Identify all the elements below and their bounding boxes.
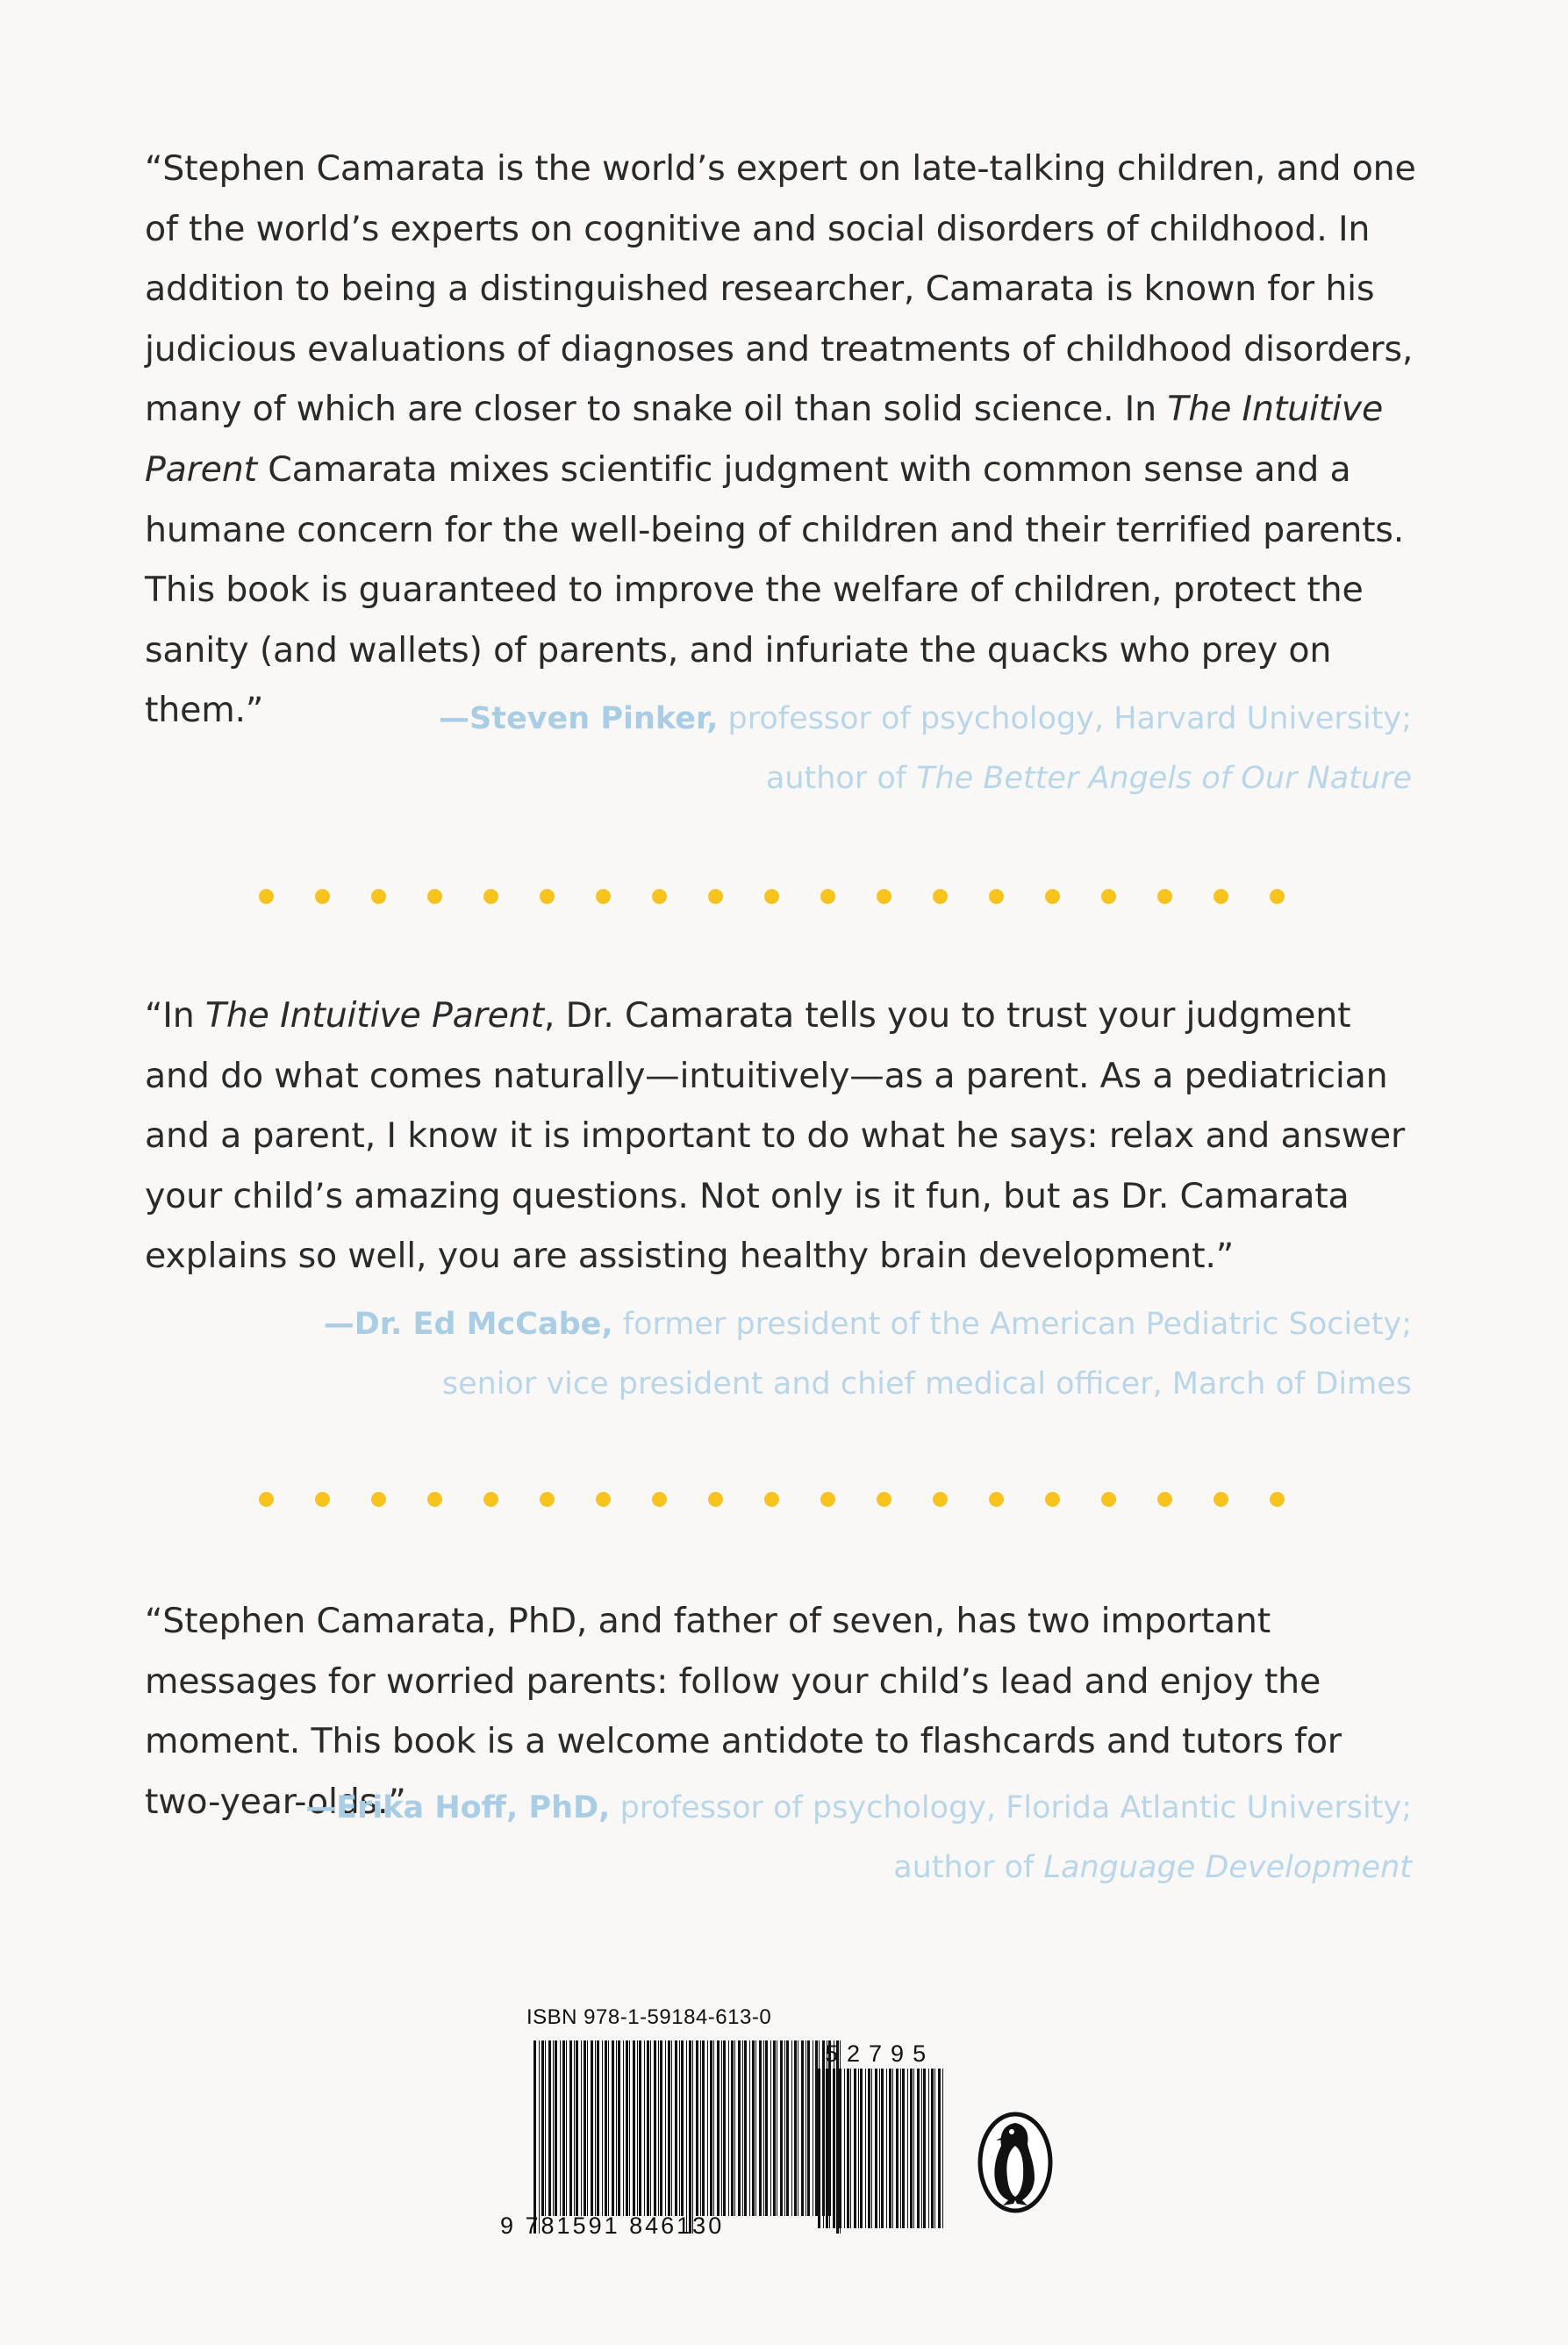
quote-text-after: , Dr. Camarata tells you to trust your judgment and do what comes naturally—intuitively—as a parent. As a pediatrician and a parent, I know it is important to do what he says: relax and answer your child’s amazing questions. Not only is it fun, but as Dr. Camarata explains so well, you are assisting healthy brain development.” [145,995,1406,1277]
barcode-bar [913,2069,914,2228]
barcode-bar [889,2069,891,2228]
divider-dot [1101,889,1116,904]
divider-dot [652,1492,667,1507]
barcode-bar [612,2040,614,2216]
quote-text-before: “Stephen Camarata, PhD, and father of seven, has two important messages for worried parents: follow your child’s lead and enjoy the moment. This book is a welcome antidote to flashcards and tutors for two-year-olds.” [145,1601,1342,1822]
barcode-bar [581,2040,582,2216]
barcode-bar [923,2069,926,2228]
barcode-bar [818,2069,820,2228]
barcode-bar [650,2040,651,2216]
divider-dot [1157,889,1172,904]
barcode-bar [623,2040,624,2216]
blurb-quote-pinker [145,139,1421,741]
barcode-bar [749,2040,750,2216]
divider-dot [877,1492,891,1507]
barcode-bar [907,2069,908,2228]
isbn-label: ISBN 978-1-59184-613-0 [526,2005,772,2029]
attribution-role: professor of psychology, Harvard University; [718,701,1412,736]
barcode-bar [780,2040,783,2216]
quote-book-title: The Intuitive Parent [145,389,1384,490]
barcode-bar [742,2040,743,2216]
barcode-bar [921,2069,922,2228]
barcode-bar [647,2040,649,2216]
attribution-line2-title: The Better Angels of Our Nature [916,761,1412,796]
barcode-bar [759,2040,762,2216]
divider-dot [596,889,611,904]
divider-dot [259,889,274,904]
barcode-bar [569,2040,572,2216]
barcode-bar [668,2040,670,2216]
attribution-role: professor of psychology, Florida Atlantic University; [610,1790,1412,1825]
attribution-role: former president of the American Pediatric Society; [612,1307,1412,1342]
barcode-bar [553,2040,554,2216]
barcode-bar [886,2069,887,2228]
barcode-addon-digits: 52795 [825,2040,935,2067]
barcode-bar [738,2040,741,2216]
barcode-bar [728,2040,729,2216]
attribution-hoff [305,1778,1412,1897]
barcode-addon-icon [818,2069,945,2228]
barcode-bar [755,2040,756,2216]
dot-divider-1 [259,889,1312,907]
barcode-bar [829,2069,830,2228]
barcode-bar [616,2040,617,2216]
divider-dot [1045,1492,1060,1507]
divider-dot [708,1492,723,1507]
barcode-bar [801,2040,804,2216]
divider-dot [764,1492,779,1507]
divider-dot [1214,1492,1228,1507]
divider-dot [989,889,1004,904]
barcode-bar [587,2040,588,2216]
barcode-bar [823,2069,824,2228]
barcode-bar [626,2040,628,2216]
divider-dot [877,889,891,904]
barcode-bar [896,2069,899,2228]
barcode-bar [910,2069,913,2228]
barcode-bar [826,2069,828,2228]
barcode-bar [637,2040,638,2216]
barcode-bar [942,2069,943,2228]
attribution-mccabe [324,1294,1412,1414]
barcode-bar [681,2040,684,2216]
barcode-main-icon [533,2040,842,2234]
barcode-bar [837,2069,838,2228]
barcode-block [491,2005,1070,2255]
barcode-bar [752,2040,755,2216]
barcode-bar [700,2040,701,2216]
quote-book-title: The Intuitive Parent [204,995,544,1036]
divider-dot [820,1492,835,1507]
divider-dot [315,1492,330,1507]
barcode-bar [850,2069,851,2228]
barcode-bar [917,2069,920,2228]
barcode-bar [692,2040,693,2234]
barcode-bar [928,2069,929,2228]
divider-dot [427,889,442,904]
barcode-bar [805,2040,806,2216]
attribution-line2-prefix: senior vice president and chief medical officer, March of Dimes [441,1366,1412,1402]
barcode-bar [900,2069,901,2228]
divider-dot [259,1492,274,1507]
barcode-bar [844,2069,845,2228]
barcode-bar [721,2040,722,2216]
barcode-bar [875,2069,877,2228]
barcode-bar [658,2040,659,2216]
divider-dot [315,889,330,904]
divider-dot [483,889,498,904]
barcode-bar [858,2069,859,2228]
barcode-bar [881,2069,884,2228]
attribution-pinker [439,689,1412,808]
quote-text-before: “In [145,995,205,1036]
barcode-bar [545,2040,546,2216]
barcode-bar [639,2040,641,2216]
barcode-bar [574,2040,575,2216]
barcode-bar [791,2040,792,2216]
divider-dot [540,1492,555,1507]
barcode-bar [671,2040,672,2216]
barcode-bar [871,2069,872,2228]
barcode-bar [533,2040,536,2234]
barcode-bar [854,2069,856,2228]
barcode-bar [675,2040,677,2216]
barcode-bar [602,2040,603,2216]
barcode-bar [591,2040,593,2216]
penguin-logo-icon [977,2111,1054,2214]
barcode-bar [839,2069,841,2228]
barcode-bar [770,2040,771,2216]
barcode-bar [541,2040,544,2216]
barcode-bar [723,2040,726,2216]
barcode-bar [707,2040,708,2216]
barcode-bar [786,2040,789,2216]
attribution-line2 [324,1354,1412,1414]
divider-dot [820,889,835,904]
dot-divider-2 [259,1492,1312,1510]
barcode-bar [710,2040,712,2216]
divider-dot [1045,889,1060,904]
divider-dot [764,889,779,904]
barcode-bar [539,2040,540,2234]
divider-dot [708,889,723,904]
barcode-bar [555,2040,557,2216]
barcode-bar [576,2040,578,2216]
barcode-bar [765,2040,768,2216]
barcode-bar [865,2069,866,2228]
barcode-bar [847,2069,849,2228]
barcode-bar [665,2040,666,2216]
divider-dot [427,1492,442,1507]
barcode-bar [734,2040,735,2216]
attribution-name: —Erika Hoff, PhD, [305,1790,611,1825]
divider-dot [483,1492,498,1507]
barcode-bar [597,2040,599,2216]
barcode-bar [689,2040,691,2234]
barcode-bar [763,2040,764,2216]
barcode-bar [584,2040,586,2216]
quote-text-after: Camarata mixes scientific judgment with common sense and a humane concern for the well-being of children and their terrified parents. This book is guaranteed to improve the welfare of children, protect the sanity (and wallets) of parents, and infuriate the quacks who prey on them.” [145,448,1405,731]
barcode-bar [605,2040,607,2216]
divider-dot [933,889,948,904]
barcode-bar [807,2040,810,2216]
barcode-bar [717,2040,720,2216]
attribution-name: —Steven Pinker, [439,701,719,736]
barcode-bar [686,2040,687,2234]
barcode-bar [879,2069,880,2228]
divider-dot [1270,889,1285,904]
barcode-bar [696,2040,698,2216]
barcode-bar [660,2040,662,2216]
barcode-bar [595,2040,596,2216]
divider-dot [652,889,667,904]
barcode-bar [833,2069,835,2228]
barcode-bar [608,2040,609,2216]
barcode-bar [731,2040,734,2216]
barcode-bar [938,2069,941,2228]
attribution-line2 [305,1838,1412,1897]
barcode-bar [618,2040,620,2216]
divider-dot [540,889,555,904]
barcode-main-digits: 9 781591 846130 [500,2212,725,2239]
divider-dot [989,1492,1004,1507]
divider-dot [1157,1492,1172,1507]
barcode-bar [794,2040,797,2216]
barcode-bar [902,2069,905,2228]
attribution-line2-prefix: author of [893,1850,1044,1885]
divider-dot [371,1492,386,1507]
barcode-bar [548,2040,551,2216]
barcode-bar [892,2069,893,2228]
divider-dot [1101,1492,1116,1507]
divider-dot [596,1492,611,1507]
barcode-bar [860,2069,863,2228]
barcode-bar [566,2040,567,2216]
barcode-bar [633,2040,635,2216]
attribution-line2 [439,749,1412,808]
barcode-bar [629,2040,630,2216]
barcode-bar [560,2040,561,2216]
barcode-bar [679,2040,680,2216]
divider-dot [933,1492,948,1507]
divider-dot [1270,1492,1285,1507]
barcode-bar [713,2040,714,2216]
attribution-name: —Dr. Ed McCabe, [323,1307,613,1342]
barcode-bar [702,2040,705,2216]
quote-text-before: “Stephen Camarata is the world’s expert on late-talking children, and one of the world’s experts on cognitive and social disorders of childhood. In addition to being a distinguished researcher, Camarata is known for his judicious evaluations of diagnoses and treatments of childhood disorders, many of which are closer to snake oil than solid science. In [145,148,1416,430]
barcode-bar [562,2040,565,2216]
divider-dot [1214,889,1228,904]
barcode-bar [773,2040,776,2216]
barcode-bar [868,2069,870,2228]
barcode-bar [934,2069,935,2228]
attribution-line2-title: Language Development [1043,1850,1412,1885]
barcode-bar [931,2069,934,2228]
divider-dot [371,889,386,904]
barcode-bar [654,2040,656,2216]
attribution-line2-prefix: author of [765,761,917,796]
barcode-bar [744,2040,747,2216]
barcode-bar [784,2040,785,2216]
blurb-quote-mccabe [145,986,1421,1287]
barcode-bar [644,2040,645,2216]
